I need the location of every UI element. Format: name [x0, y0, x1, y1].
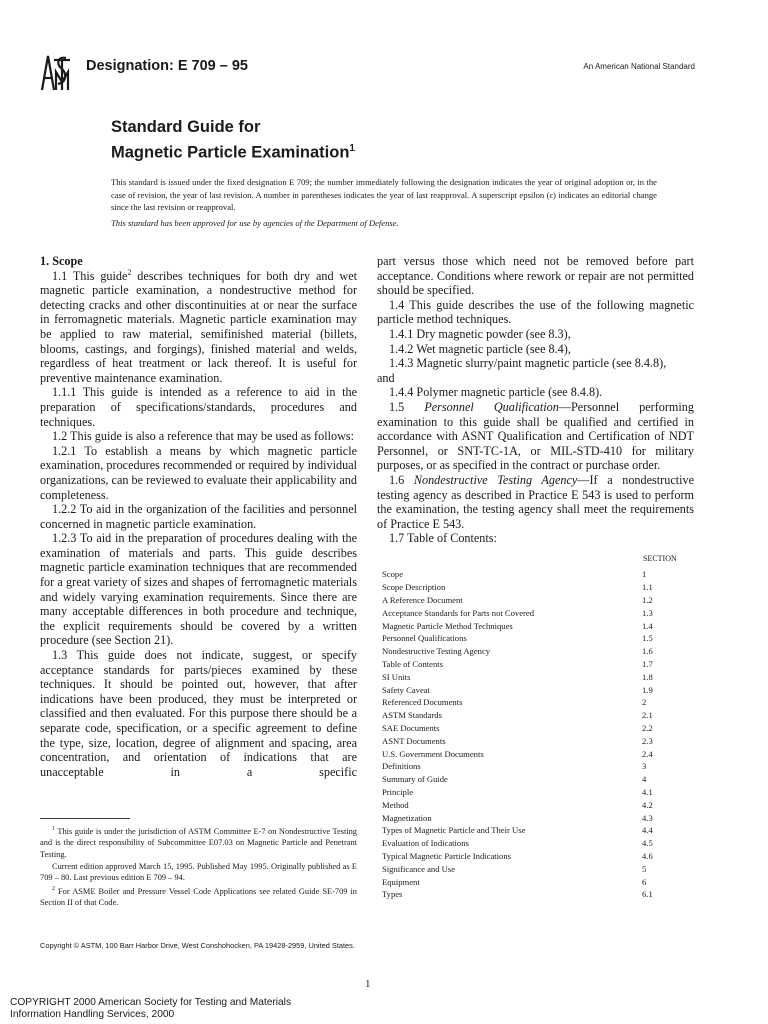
toc-entry-section: 1.3 [642, 607, 653, 618]
toc-row [377, 671, 694, 684]
toc-entry-name: Method [382, 799, 409, 810]
footnote-1: $^1$ This guide is under the jurisdiction of ASTM Committee E-7 on Nondestructive Testing and is the direct responsibility of Subcommittee E07.03 on Magnetic Particle and Penetrant Testing. [40, 826, 357, 859]
toc-entry-section: 1 [642, 569, 647, 580]
toc-row [377, 645, 694, 658]
toc-row [377, 696, 694, 709]
toc-entry-section: 1.5 [642, 633, 653, 644]
page-number: 1 [365, 978, 371, 990]
toc-row [377, 824, 694, 837]
toc-entry-name: A Reference Document [382, 595, 463, 606]
toc-entry-section: 1.4 [642, 620, 653, 631]
toc-entry-name: Magnetic Particle Method Techniques [382, 620, 513, 631]
toc-entry-name: SI Units [382, 671, 411, 682]
para-1-4-3-and: and [377, 370, 395, 385]
para-1-4-4: 1.4.4 Polymer magnetic particle (see 8.4.8). [389, 385, 603, 400]
toc-entry-section: 1.7 [642, 659, 653, 670]
toc-entry-name: ASNT Documents [382, 735, 446, 746]
toc-row [377, 876, 694, 889]
toc-entry-section: 4.5 [642, 838, 653, 849]
toc-row [377, 837, 694, 850]
toc-row [377, 799, 694, 812]
para-1-7: 1.7 Table of Contents: [389, 531, 497, 546]
toc-row [377, 748, 694, 761]
toc-entry-section: 6 [642, 876, 647, 887]
toc-entry-name: Evaluation of Indications [382, 838, 469, 849]
toc-entry-section: 2.4 [642, 748, 653, 759]
para-1-4-1: 1.4.1 Dry magnetic powder (see 8.3), [389, 326, 571, 341]
toc-row [377, 607, 694, 620]
toc-row [377, 722, 694, 735]
para-1-6: 1.6 Nondestructive Testing Agency—If a nondestructive testing agency as described in Practice E 543 is used to perform the examination, the testing agency shall meet the requirements of Practice E 543. [377, 472, 694, 531]
left-column [40, 254, 357, 779]
toc-entry-section: 5 [642, 863, 647, 874]
toc-entry-section: 1.9 [642, 684, 653, 695]
para-1-3-cont: part versus those which need not be removed before part acceptance. Conditions where rework or repair are not permitted should be specified. [377, 254, 694, 298]
para-1-4: 1.4 This guide describes the use of the following magnetic particle method techniques. [377, 297, 694, 327]
copyright-notice: Copyright © ASTM, 100 Barr Harbor Drive, West Conshohocken, PA 19428-2959, United States. [40, 941, 355, 950]
toc-row [377, 568, 694, 581]
toc-entry-section: 6.1 [642, 889, 653, 900]
toc-entry-section: 2 [642, 697, 647, 708]
toc-section-header: SECTION [643, 553, 677, 563]
toc-entry-name: Personnel Qualifications [382, 633, 467, 644]
toc-entry-name: Principle [382, 787, 414, 798]
footnote-ref-2: 2 [127, 267, 132, 277]
toc-entry-name: Scope Description [382, 582, 446, 593]
title-footnote-mark: 1 [349, 143, 355, 154]
toc-entry-section: 1.6 [642, 646, 653, 657]
toc-entry-name: Equipment [382, 876, 420, 887]
para-1-3: 1.3 This guide does not indicate, suggest, or specify acceptance standards for parts/pieces examined by these techniques. It should be pointed out, however, that after indications have been produced, they must be interpreted or classified and then evaluated. For this purpose there should be a separate code, specification, or a specific agreement to define the type, size, location, degree of alignment and spacing, area concentration, and orientation of indications that are unacceptable in a specific [40, 648, 357, 779]
toc-entry-name: Nondestructive Testing Agency [382, 646, 491, 657]
toc-entry-section: 4.6 [642, 851, 653, 861]
table-of-contents [377, 568, 694, 901]
license-footer [10, 997, 291, 1021]
para-1-2: 1.2 This guide is also a reference that may be used as follows: [52, 429, 355, 444]
toc-entry-section: 4 [642, 774, 647, 785]
toc-entry-name: Magnetization [382, 812, 432, 823]
toc-entry-section: 4.4 [642, 825, 653, 836]
toc-entry-name: Acceptance Standards for Parts not Covered [382, 607, 535, 618]
para-1-1-1: 1.1.1 This guide is intended as a reference to aid in the preparation of specifications/standards, procedures and techniques. [40, 385, 357, 429]
toc-row [377, 594, 694, 607]
license-line-1: COPYRIGHT 2000 American Society for Testing and Materials [10, 997, 292, 1008]
footnotes [40, 824, 357, 909]
toc-entry-section: 4.3 [642, 812, 653, 823]
toc-entry-name: U.S. Government Documents [382, 748, 484, 759]
toc-row [377, 888, 694, 901]
toc-entry-name: Summary of Guide [382, 774, 448, 785]
toc-entry-name: Definitions [382, 761, 421, 772]
standard-notice [111, 176, 657, 229]
toc-row [377, 812, 694, 825]
toc-entry-section: 4.2 [642, 799, 653, 810]
toc-entry-name: Safety Caveat [382, 684, 430, 695]
toc-row [377, 773, 694, 786]
toc-row [377, 684, 694, 697]
para-1-2-1: 1.2.1 To establish a means by which magnetic particle examination, procedures recommended or required by individual organizations, can be reviewed to evaluate their applicability and completeness. [40, 443, 357, 502]
toc-row [377, 632, 694, 645]
toc-entry-name: Types of Magnetic Particle and Their Use [382, 825, 526, 836]
toc-entry-name: Referenced Documents [382, 697, 463, 708]
toc-entry-section: 2.3 [642, 735, 653, 746]
toc-entry-name: ASTM Standards [382, 710, 442, 721]
toc-row [377, 786, 694, 799]
para-1-4-3: 1.4.3 Magnetic slurry/paint magnetic particle (see 8.4.8), [389, 356, 667, 371]
toc-entry-section: 3 [642, 761, 647, 772]
toc-entry-section: 1.2 [642, 595, 653, 606]
title-line-1: Standard Guide for [111, 118, 261, 136]
para-1-1: 1.1 This guide$^2$ describes techniques for both dry and wet magnetic particle examination, a nondestructive method for detecting cracks and other discontinuities at or near the surface in ferromagnetic materials. Magnetic particle examination may be applied to raw material, semifinished material (billets, blooms, castings, and forgings), finished material and welds, regardless of heat treatment or lack thereof. It is useful for preventive maintenance examination. [40, 267, 357, 385]
national-standard-label: An American National Standard [583, 62, 695, 71]
toc-entry-name: Table of Contents [382, 659, 443, 670]
toc-row [377, 863, 694, 876]
toc-row [377, 850, 694, 863]
title-line-2: Magnetic Particle Examination$^1$ [111, 143, 355, 162]
para-1-2-2: 1.2.2 To aid in the organization of the facilities and personnel concerned in magnetic particle examination. [40, 502, 357, 531]
toc-row [377, 658, 694, 671]
toc-entry-name: SAE Documents [382, 723, 440, 734]
footnote-1-edition: Current edition approved March 15, 1995. Published May 1995. Originally published as E 709 – 80. Last previous edition E 709 – 94. [40, 861, 357, 883]
para-1-5: 1.5 Personnel Qualification—Personnel performing examination to this guide shall be qualified and certified in accordance with ASNT Qualification and Certification of NDT Personnel, or SNT-TC-1A, or MIL-STD-410 for military purposes, or as specified in the contract or purchase order. [377, 399, 694, 473]
toc-entry-section: 2.2 [642, 723, 653, 734]
footnote-2: $^2$ For ASME Boiler and Pressure Vessel Code Applications see related Guide SE-709 in Section II of that Code. [40, 885, 357, 908]
scope-heading: 1. Scope [40, 254, 83, 268]
toc-entry-section: 1.8 [642, 671, 653, 682]
toc-row [377, 620, 694, 633]
right-column [377, 254, 694, 901]
toc-row [377, 709, 694, 722]
toc-entry-section: 4.1 [642, 787, 653, 798]
toc-entry-section: 2.1 [642, 710, 653, 721]
toc-entry-name: Significance and Use [382, 863, 456, 874]
defense-approval: This standard has been approved for use by agencies of the Department of Defense. [111, 217, 399, 228]
para-1-2-3: 1.2.3 To aid in the preparation of procedures dealing with the examination of materials and parts. This guide describes magnetic particle examination techniques that are recommended for a great variety of sizes and shapes of ferromagnetic materials and widely varying examination requirements. Since there are many acceptable differences in both procedure and technique, the explicit requirements should be covered by a written procedure (see Section 21). [40, 531, 357, 648]
document-title [111, 117, 355, 164]
para-1-4-2: 1.4.2 Wet magnetic particle (see 8.4), [389, 341, 571, 356]
toc-entry-section: 1.1 [642, 582, 653, 593]
toc-entry-name: Types [382, 889, 403, 900]
toc-entry-name: Typical Magnetic Particle Indications [382, 851, 511, 861]
footnote-rule [40, 818, 130, 819]
notice-text: This standard is issued under the fixed designation E 709; the number immediately following the designation indicates the year of original adoption or, in the case of revision, the year of last revision. A number in parentheses indicates the year of last reapproval. A superscript epsilon (ε) indicates an editorial change since the last revision or reapproval. [111, 177, 657, 212]
toc-row [377, 760, 694, 773]
astm-logo [38, 52, 72, 92]
toc-row [377, 735, 694, 748]
toc-entry-name: Scope [382, 569, 404, 580]
toc-row [377, 581, 694, 594]
designation: Designation: E 709 – 95 [86, 58, 248, 74]
license-line-2: Information Handling Services, 2000 [10, 1009, 175, 1020]
